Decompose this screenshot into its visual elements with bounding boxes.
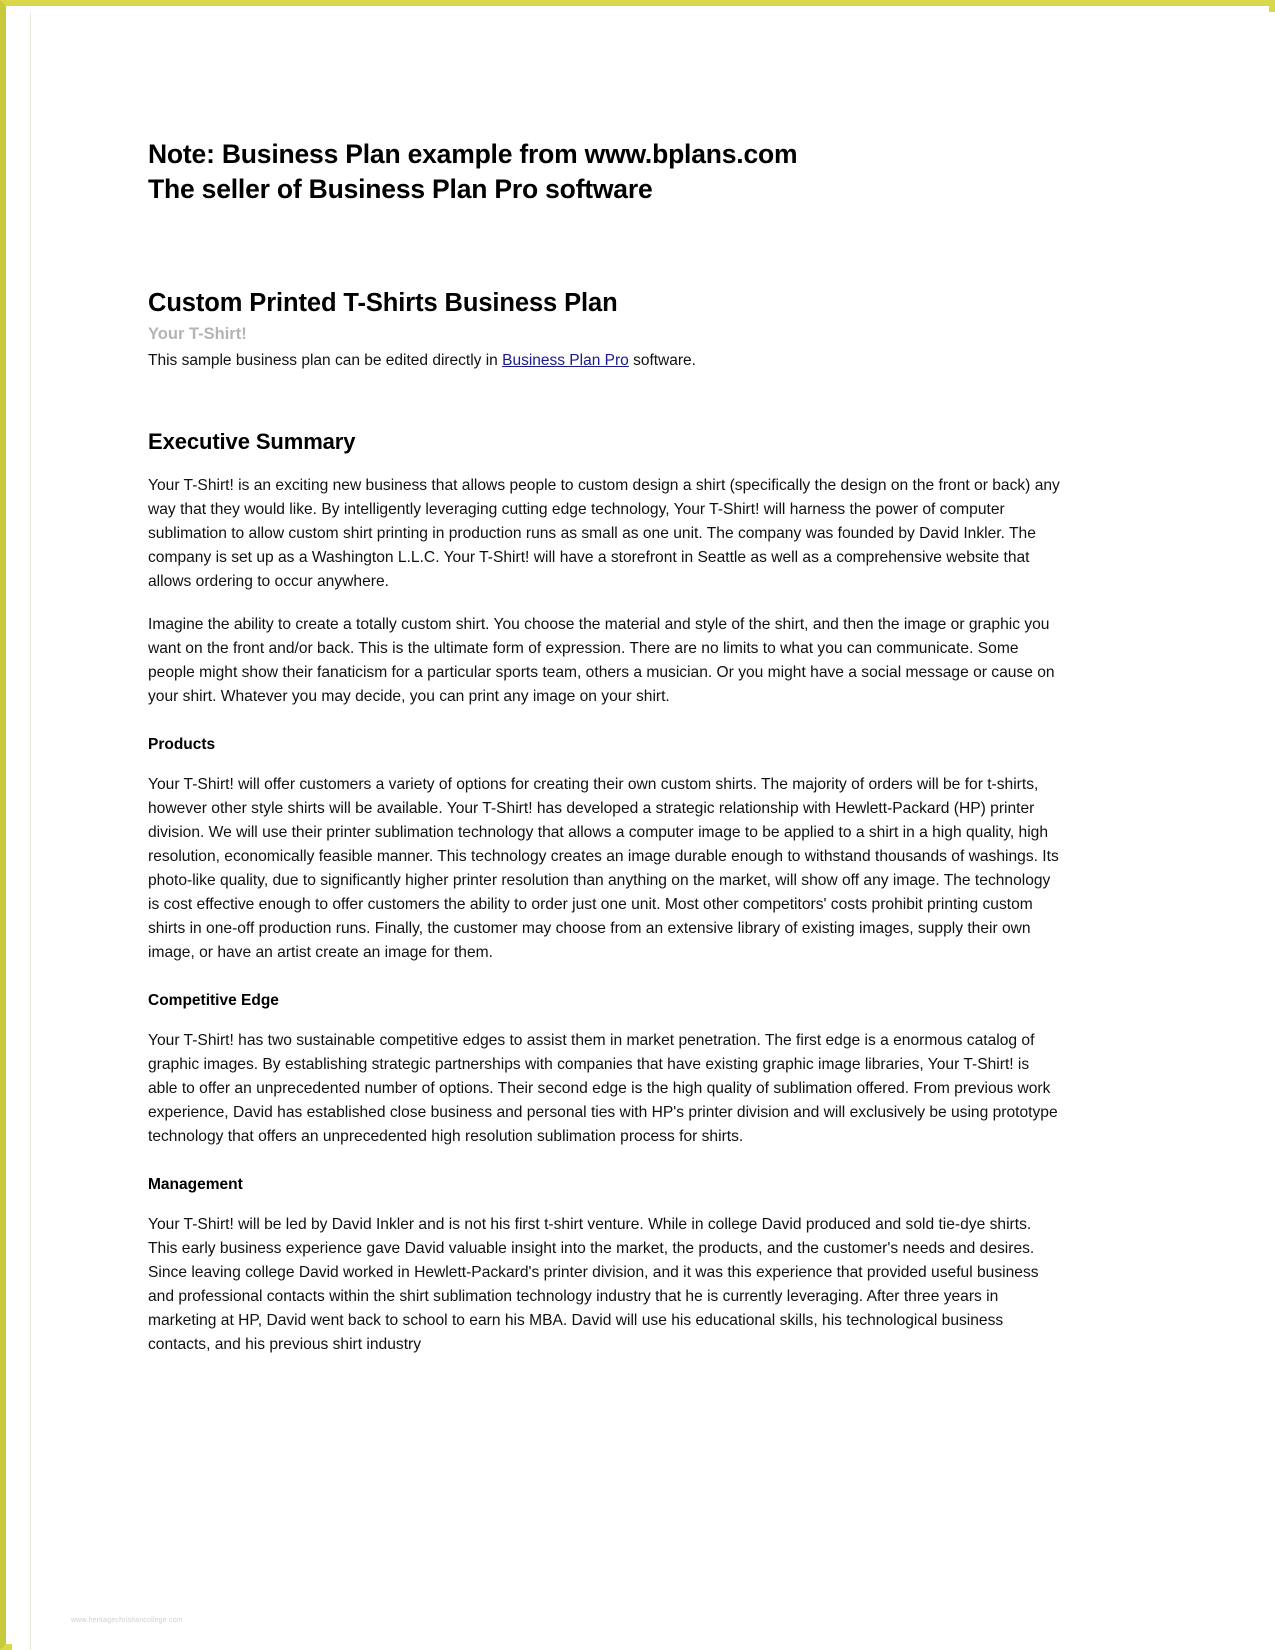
source-note-line-1: Note: Business Plan example from www.bplans.com	[148, 139, 798, 169]
paragraph: Imagine the ability to create a totally custom shirt. You choose the material and style of the shirt, and then the image or graphic you want on the front and/or back. This is the ultimate form of expression. There are no limits to what you can communicate. Some people might show their fanaticism for a particular sports team, others a musician. Or you might have a social message or cause on your shirt. Whatever you may decide, you can print any image on your shirt.	[148, 615, 1055, 705]
subsection-heading-products: Products	[148, 735, 216, 753]
page-title: Custom Printed T-Shirts Business Plan	[148, 289, 618, 318]
subsection-heading-competitive-edge: Competitive Edge	[148, 991, 279, 1009]
page-subtitle: Your T-Shirt!	[148, 325, 247, 344]
paragraph: Your T-Shirt! has two sustainable competitive edges to assist them in market penetration. The first edge is a enormous catalog of graphic images. By establishing strategic partnerships with companies that have existing graphic image libraries, Your T-Shirt! is able to offer an unprecedented number of options. Their second edge is the high quality of sublimation offered. From previous work experience, David has established close business and personal ties with HP's printer division and will exclusively be using prototype technology that offers an unprecedented high resolution sublimation process for shirts.	[148, 1031, 1058, 1145]
sample-plan-note-suffix: software.	[628, 352, 696, 370]
business-plan-pro-link[interactable]: Business Plan Pro	[502, 352, 629, 370]
sample-plan-note-prefix: This sample business plan can be edited directly in	[148, 352, 503, 370]
source-note	[148, 137, 1061, 207]
document-sheet	[31, 12, 1275, 1650]
paragraph: Your T-Shirt! is an exciting new business that allows people to custom design a shirt (specifically the design on the front or back) any way that they would like. By intelligently leveraging cutting edge technology, Your T-Shirt! will harness the power of computer sublimation to allow custom shirt printing in production runs as small as one unit. The company was founded by David Inkler. The company is set up as a Washington L.L.C. Your T-Shirt! will have a storefront in Seattle as well as a comprehensive website that allows ordering to occur anywhere.	[148, 476, 1060, 590]
watermark-text: www.heritagechristiancollege.com	[71, 1617, 183, 1624]
paragraph: Your T-Shirt! will be led by David Inkler and is not his first t-shirt venture. While in college David produced and sold tie-dye shirts. This early business experience gave David valuable insight into the market, the products, and the customer's needs and desires. Since leaving college David worked in Hewlett-Packard's printer division, and it was this experience that provided useful business and professional contacts within the shirt sublimation technology industry that he is currently leveraging. After three years in marketing at HP, David went back to school to earn his MBA. David will use his educational skills, his technological business contacts, and his previous shirt industry	[148, 1215, 1039, 1353]
document-content	[148, 137, 1061, 1357]
source-note-line-2: The seller of Business Plan Pro software	[148, 174, 653, 205]
subsection-heading-management: Management	[148, 1175, 243, 1193]
page-left-margin-band	[12, 12, 31, 1650]
sample-plan-note	[148, 349, 1061, 372]
paragraph: Your T-Shirt! will offer customers a variety of options for creating their own custom shirts. The majority of orders will be for t-shirts, however other style shirts will be available. Your T-Shirt! has developed a strategic relationship with Hewlett-Packard (HP) printer division. We will use their printer sublimation technology that allows a computer image to be applied to a shirt in a high quality, high resolution, economically feasible manner. This technology creates an image durable enough to withstand thousands of washings. Its photo-like quality, due to significantly higher printer resolution than anything on the market, will show off any image. The technology is cost effective enough to offer customers the ability to order just one unit. Most other competitors' costs prohibit printing custom shirts in one-off production runs. Finally, the customer may choose from an extensive library of existing images, supply their own image, or have an artist create an image for them.	[148, 775, 1059, 961]
section-heading-executive-summary: Executive Summary	[148, 428, 356, 454]
